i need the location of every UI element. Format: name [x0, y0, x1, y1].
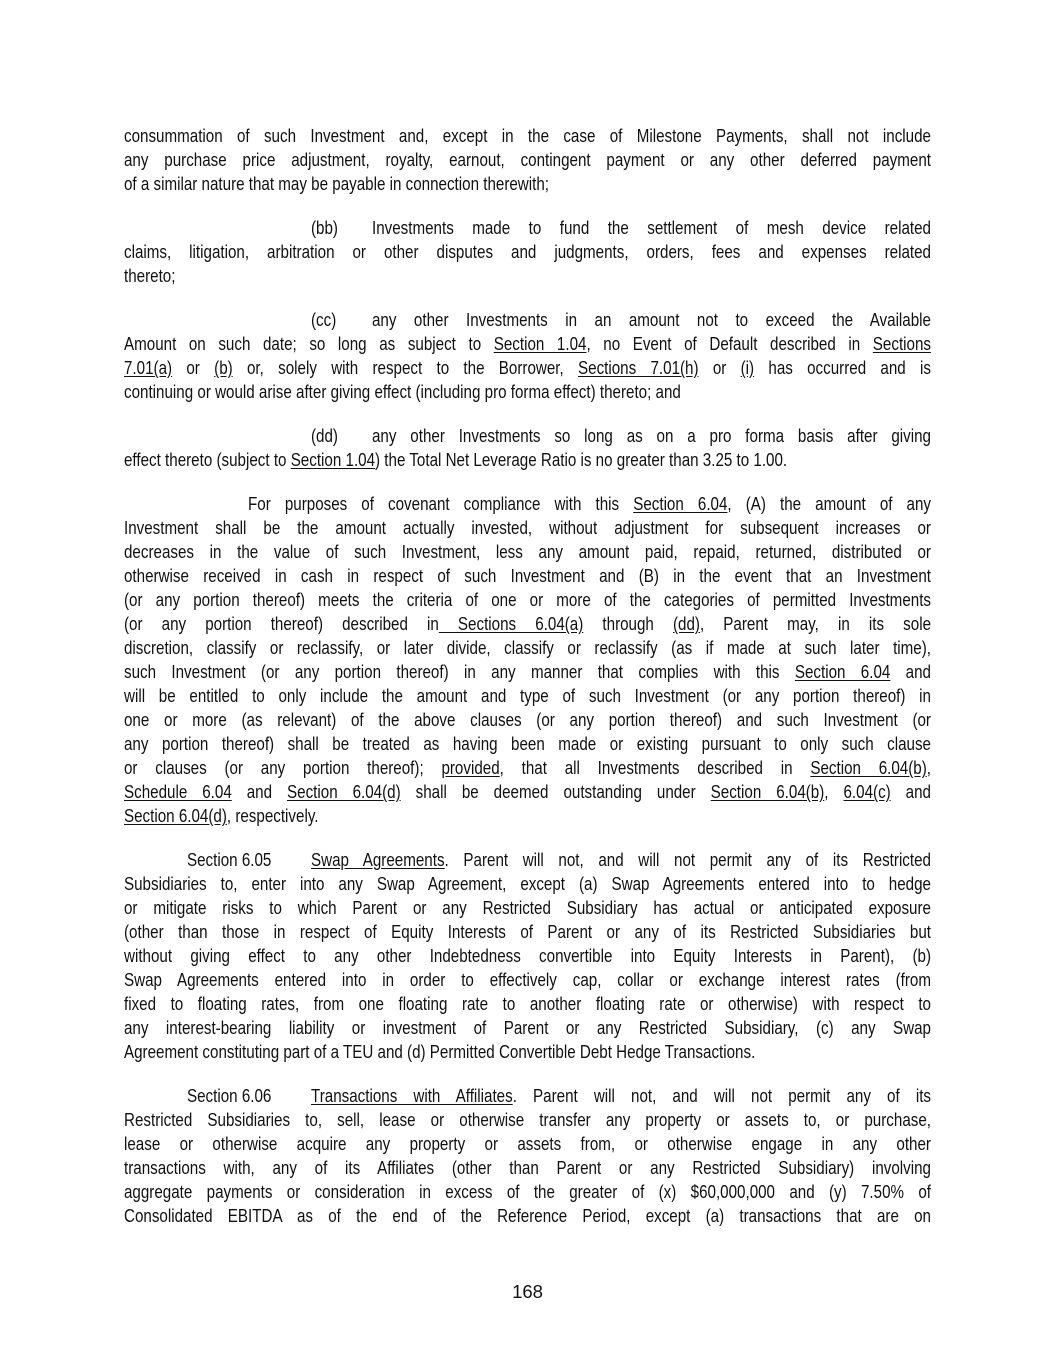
- text-run: otherwise received in cash in respect of such Investment and (B) in the event that an Investment: [124, 565, 931, 586]
- text-line: [124, 848, 931, 872]
- text-run: thereto;: [124, 265, 176, 286]
- text-run: fixed to floating rates, from one floating rate to another floating rate or otherwise) with respect to: [124, 993, 931, 1014]
- text-line: [124, 872, 931, 896]
- text-line: [124, 968, 931, 992]
- text-run: lease or otherwise acquire any property or assets from, or otherwise engage in any other: [124, 1133, 931, 1154]
- text-run: transactions with, any of its Affiliates (other than Parent or any Restricted Subsidiary) involving: [124, 1157, 931, 1178]
- text-run: any other Investments in an amount not to exceed the Available: [372, 309, 931, 330]
- cross-reference-link: 6.04(c): [843, 781, 891, 802]
- text-line: [124, 380, 931, 404]
- text-line: [124, 308, 931, 332]
- text-line: [124, 172, 931, 196]
- text-run: or, solely with respect to the Borrower,: [232, 357, 579, 378]
- text-run: ) the Total Net Leverage Ratio is no greater than 3.25 to 1.00.: [375, 449, 788, 470]
- page-number: 168: [512, 1281, 543, 1302]
- text-run: of a similar nature that may be payable in connection therewith;: [124, 173, 550, 194]
- paragraph-clause: [124, 216, 931, 288]
- text-run: Consolidated EBITDA as of the end of the Reference Period, except (a) transactions that are on: [124, 1205, 931, 1226]
- text-run: (other than those in respect of Equity Interests of Parent or any of its Restricted Subsidiaries but: [124, 921, 931, 942]
- text-line: [124, 1156, 931, 1180]
- text-line: [124, 756, 931, 780]
- text-run: , that all Investments described in: [499, 757, 811, 778]
- section-number: Section 6.06: [187, 1085, 272, 1106]
- cross-reference-link: Section 6.04(b): [710, 781, 825, 802]
- paragraph-cont: [124, 124, 931, 196]
- text-run: For purposes of covenant compliance with this: [248, 493, 634, 514]
- text-run: has occurred and is: [754, 357, 931, 378]
- text-line: [124, 1108, 931, 1132]
- text-run: or: [172, 357, 215, 378]
- text-run: shall be deemed outstanding under: [400, 781, 711, 802]
- text-line: [124, 588, 931, 612]
- paragraph-section: [124, 1084, 931, 1228]
- text-line: [124, 1040, 931, 1064]
- cross-reference-link: Sections 7.01(h): [578, 357, 699, 378]
- text-run: decreases in the value of such Investment, less any amount paid, repaid, returned, distributed or: [124, 541, 931, 562]
- text-line: [124, 1204, 931, 1228]
- text-run: Amount on such date; so long as subject to: [124, 333, 494, 354]
- text-run: (or any portion thereof) described in: [124, 613, 439, 634]
- text-line: [124, 516, 931, 540]
- text-run: , Parent may, in its sole: [699, 613, 931, 634]
- paragraph-section: [124, 848, 931, 1064]
- text-line: [124, 332, 931, 356]
- cross-reference-link: Swap Agreements: [311, 849, 445, 870]
- cross-reference-link: (b): [214, 357, 233, 378]
- text-line: [124, 1084, 931, 1108]
- cross-reference-link: Schedule 6.04: [124, 781, 232, 802]
- cross-reference-link: Section 6.04: [633, 493, 728, 514]
- text-run: through: [583, 613, 673, 634]
- text-run: Restricted Subsidiaries to, sell, lease or otherwise transfer any property or assets to, or purchase,: [124, 1109, 931, 1130]
- paragraph-para: [124, 492, 931, 828]
- text-run: Agreement constituting part of a TEU and (d) Permitted Convertible Debt Hedge Transactions.: [124, 1041, 756, 1062]
- text-line: [124, 896, 931, 920]
- text-run: , (A) the amount of any: [727, 493, 931, 514]
- text-run: effect thereto (subject to: [124, 449, 291, 470]
- text-run: discretion, classify or reclassify, or later divide, classify or reclassify (as if made at such later time),: [124, 637, 931, 658]
- cross-reference-link: Section 6.04(b): [810, 757, 927, 778]
- text-line: [124, 780, 931, 804]
- text-run: and: [890, 781, 931, 802]
- text-line: [124, 1016, 931, 1040]
- text-line: [124, 804, 931, 828]
- text-run: or mitigate risks to which Parent or any Restricted Subsidiary has actual or anticipated exposure: [124, 897, 931, 918]
- cross-reference-link: Section 6.04: [794, 661, 891, 682]
- text-run: any portion thereof) shall be treated as having been made or existing pursuant to only such clause: [124, 733, 931, 754]
- cross-reference-link: Section 6.04(d): [124, 805, 227, 826]
- text-run: Investment shall be the amount actually invested, without adjustment for subsequent increases or: [124, 517, 931, 538]
- cross-reference-link: Section 1.04: [493, 333, 587, 354]
- text-run: , respectively.: [226, 805, 319, 826]
- text-run: Swap Agreements entered into in order to effectively cap, collar or exchange interest rates (from: [124, 969, 931, 990]
- cross-reference-link: Sections 6.04(a): [438, 613, 584, 634]
- text-line: [124, 492, 931, 516]
- text-line: [124, 992, 931, 1016]
- paragraph-clause: [124, 308, 931, 404]
- text-run: Investments made to fund the settlement of mesh device related: [372, 217, 931, 238]
- text-run: any interest-bearing liability or investment of Parent or any Restricted Subsidiary, (c) any Swap: [124, 1017, 931, 1038]
- text-run: . Parent will not, and will not permit any of its Restricted: [444, 849, 931, 870]
- text-line: [124, 708, 931, 732]
- text-run: or clauses (or any portion thereof);: [124, 757, 442, 778]
- text-line: [124, 684, 931, 708]
- text-run: . Parent will not, and will not permit any of its: [512, 1085, 931, 1106]
- cross-reference-link: 7.01(a): [124, 357, 173, 378]
- text-run: , no Event of Default described in: [586, 333, 873, 354]
- text-run: and: [231, 781, 288, 802]
- text-line: [124, 356, 931, 380]
- cross-reference-link: provided: [441, 757, 500, 778]
- cross-reference-link: Section 6.04(d): [287, 781, 401, 802]
- text-run: ,: [926, 757, 931, 778]
- text-run: or: [698, 357, 741, 378]
- text-line: [124, 636, 931, 660]
- text-run: any purchase price adjustment, royalty, earnout, contingent payment or any other deferred payment: [124, 149, 931, 170]
- clause-label: (bb): [311, 217, 338, 238]
- text-run: consummation of such Investment and, except in the case of Milestone Payments, shall not include: [124, 125, 931, 146]
- section-number: Section 6.05: [187, 849, 272, 870]
- text-line: [124, 1132, 931, 1156]
- text-run: claims, litigation, arbitration or other disputes and judgments, orders, fees and expenses related: [124, 241, 931, 262]
- text-line: [124, 660, 931, 684]
- text-line: [124, 944, 931, 968]
- text-line: [124, 612, 931, 636]
- text-run: continuing or would arise after giving effect (including pro forma effect) thereto; and: [124, 381, 681, 402]
- text-line: [124, 124, 931, 148]
- text-line: [124, 216, 931, 240]
- text-run: Subsidiaries to, enter into any Swap Agreement, except (a) Swap Agreements entered into to hedge: [124, 873, 931, 894]
- cross-reference-link: Transactions with Affiliates: [311, 1085, 513, 1106]
- cross-reference-link: Section 1.04: [290, 449, 376, 470]
- text-line: [124, 540, 931, 564]
- text-run: without giving effect to any other Indebtedness convertible into Equity Interests in Parent), (b): [124, 945, 931, 966]
- clause-label: (cc): [311, 309, 337, 330]
- text-line: [124, 264, 931, 288]
- document-page-body: [124, 124, 931, 1248]
- text-line: [124, 564, 931, 588]
- text-run: (or any portion thereof) meets the criteria of one or more of the categories of permitted Investments: [124, 589, 931, 610]
- cross-reference-link: (i): [740, 357, 755, 378]
- text-run: any other Investments so long as on a pro forma basis after giving: [372, 425, 931, 446]
- text-line: [124, 148, 931, 172]
- cross-reference-link: Sections: [872, 333, 931, 354]
- text-line: [124, 240, 931, 264]
- text-run: such Investment (or any portion thereof) in any manner that complies with this: [124, 661, 795, 682]
- cross-reference-link: (dd): [672, 613, 700, 634]
- text-run: and: [890, 661, 931, 682]
- text-line: [124, 1180, 931, 1204]
- text-run: aggregate payments or consideration in excess of the greater of (x) $60,000,000 and (y) 7.50% of: [124, 1181, 931, 1202]
- text-line: [124, 424, 931, 448]
- text-run: one or more (as relevant) of the above clauses (or any portion thereof) and such Investment (or: [124, 709, 931, 730]
- text-line: [124, 448, 931, 472]
- clause-label: (dd): [311, 425, 338, 446]
- text-run: will be entitled to only include the amount and type of such Investment (or any portion thereof) in: [124, 685, 931, 706]
- text-line: [124, 732, 931, 756]
- paragraph-clause: [124, 424, 931, 472]
- text-line: [124, 920, 931, 944]
- text-run: ,: [824, 781, 844, 802]
